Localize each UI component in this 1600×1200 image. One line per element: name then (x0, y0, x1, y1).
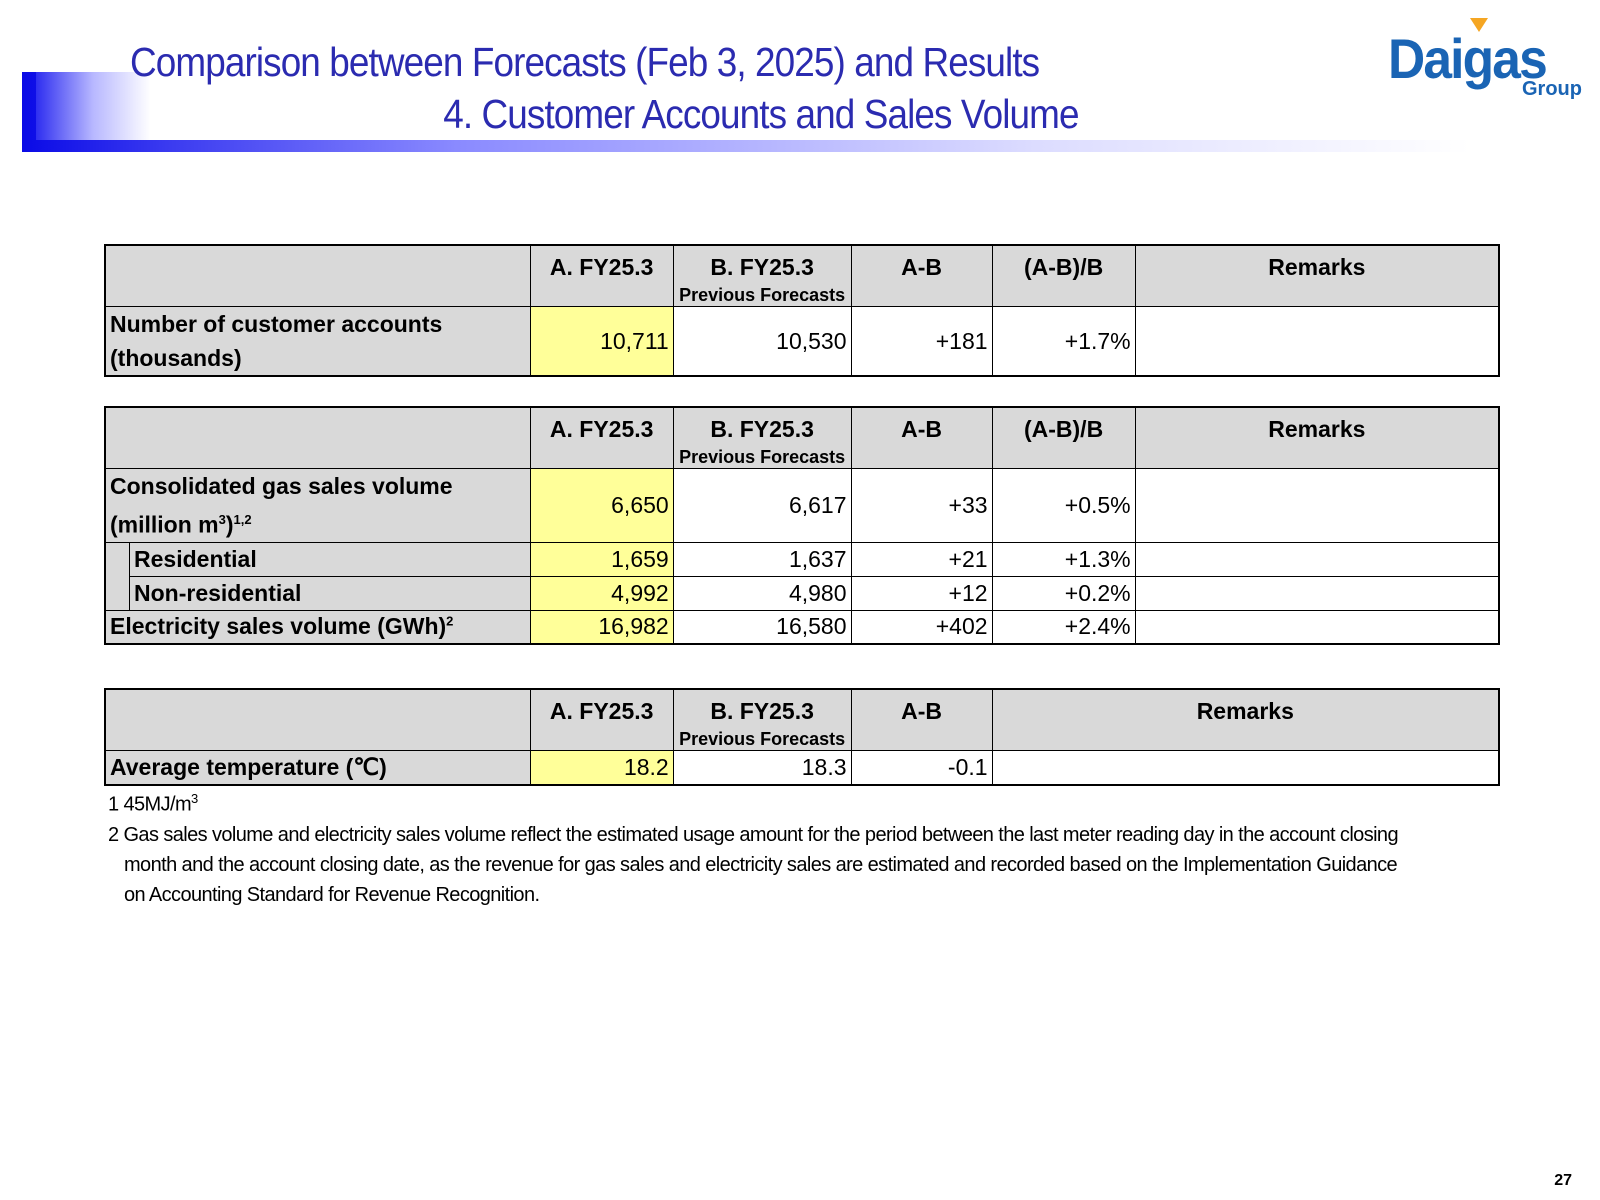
header-a: A. FY25.3 (530, 689, 673, 751)
header-diff: A-B (851, 407, 992, 469)
header-remarks: Remarks (1135, 245, 1499, 307)
value-diff: +21 (851, 542, 992, 576)
value-diff: +402 (851, 610, 992, 644)
value-remarks (1135, 610, 1499, 644)
value-b: 1,637 (673, 542, 851, 576)
value-ratio: +1.7% (992, 307, 1135, 377)
header-blank (105, 245, 530, 307)
value-ratio: +0.5% (992, 469, 1135, 543)
title-line-1: Comparison between Forecasts (Feb 3, 2025) and Results (130, 39, 1040, 85)
table-header-row (105, 689, 1499, 751)
logo-sub: Group (1522, 78, 1582, 100)
header-blank (105, 689, 530, 751)
logo-word: Daigas (1388, 27, 1546, 90)
table-header-row (105, 245, 1499, 307)
table-row (105, 307, 1499, 377)
temperature-table (104, 688, 1500, 786)
value-a: 10,711 (530, 307, 673, 377)
value-remarks (1135, 469, 1499, 543)
table-row (105, 576, 1499, 610)
table-row (105, 610, 1499, 644)
header-blank (105, 407, 530, 469)
value-a: 16,982 (530, 610, 673, 644)
footnote-2: 2 Gas sales volume and electricity sales volume reflect the estimated usage amount for the period between the last meter reading day in the account closing month and the account closing date, as the revenue for gas sales and electricity sales are estimated and recorded based on the Implementation Guidance on Accounting Standard for Revenue Recognition. (108, 823, 1398, 906)
value-diff: +12 (851, 576, 992, 610)
row-label-gas: Consolidated gas sales volume (million $m^3)^{1,2}$ (105, 469, 530, 543)
value-ratio: +2.4% (992, 610, 1135, 644)
header-a: A. FY25.3 (530, 245, 673, 307)
page-title (130, 36, 1210, 140)
title-line-2: 4. Customer Accounts and Sales Volume (443, 91, 1079, 137)
sales-volume-table (104, 406, 1500, 645)
value-ratio: +1.3% (992, 542, 1135, 576)
row-label: Number of customer accounts (thousands) (105, 307, 530, 377)
value-a: 1,659 (530, 542, 673, 576)
footnotes (108, 784, 1408, 910)
page-number: 27 (1554, 1172, 1572, 1189)
table-row (105, 751, 1499, 785)
header-remarks: Remarks (1135, 407, 1499, 469)
header-ratio: (A-B)/B (992, 245, 1135, 307)
daigas-logo (1388, 18, 1588, 98)
table-header-row (105, 407, 1499, 469)
value-b: 16,580 (673, 610, 851, 644)
value-a: 6,650 (530, 469, 673, 543)
value-diff: -0.1 (851, 751, 992, 785)
value-ratio: +0.2% (992, 576, 1135, 610)
header-diff: A-B (851, 689, 992, 751)
value-remarks (1135, 576, 1499, 610)
value-diff: +33 (851, 469, 992, 543)
header-remarks: Remarks (992, 689, 1499, 751)
row-label-electricity: Electricity sales volume (GWh)$^2$ (105, 610, 530, 644)
value-remarks (992, 751, 1499, 785)
value-remarks (1135, 542, 1499, 576)
header-diff: A-B (851, 245, 992, 307)
header-b: B. FY25.3 Previous Forecasts (673, 407, 851, 469)
header-b: B. FY25.3 Previous Forecasts (673, 245, 851, 307)
value-b: 18.3 (673, 751, 851, 785)
footnote-1: 1 $45MJ/m^3$ (108, 791, 198, 816)
value-a: 18.2 (530, 751, 673, 785)
customer-accounts-table (104, 244, 1500, 377)
header-a: A. FY25.3 (530, 407, 673, 469)
indent-spacer (105, 576, 130, 610)
row-label-temperature: Average temperature (℃) (105, 751, 530, 785)
header-b: B. FY25.3 Previous Forecasts (673, 689, 851, 751)
value-diff: +181 (851, 307, 992, 377)
table-row (105, 469, 1499, 543)
indent-spacer (105, 542, 130, 576)
value-b: 10,530 (673, 307, 851, 377)
value-remarks (1135, 307, 1499, 377)
header-ratio: (A-B)/B (992, 407, 1135, 469)
row-label-residential: Residential (130, 542, 531, 576)
value-b: 6,617 (673, 469, 851, 543)
value-b: 4,980 (673, 576, 851, 610)
row-label-non-residential: Non-residential (130, 576, 531, 610)
value-a: 4,992 (530, 576, 673, 610)
table-row (105, 542, 1499, 576)
